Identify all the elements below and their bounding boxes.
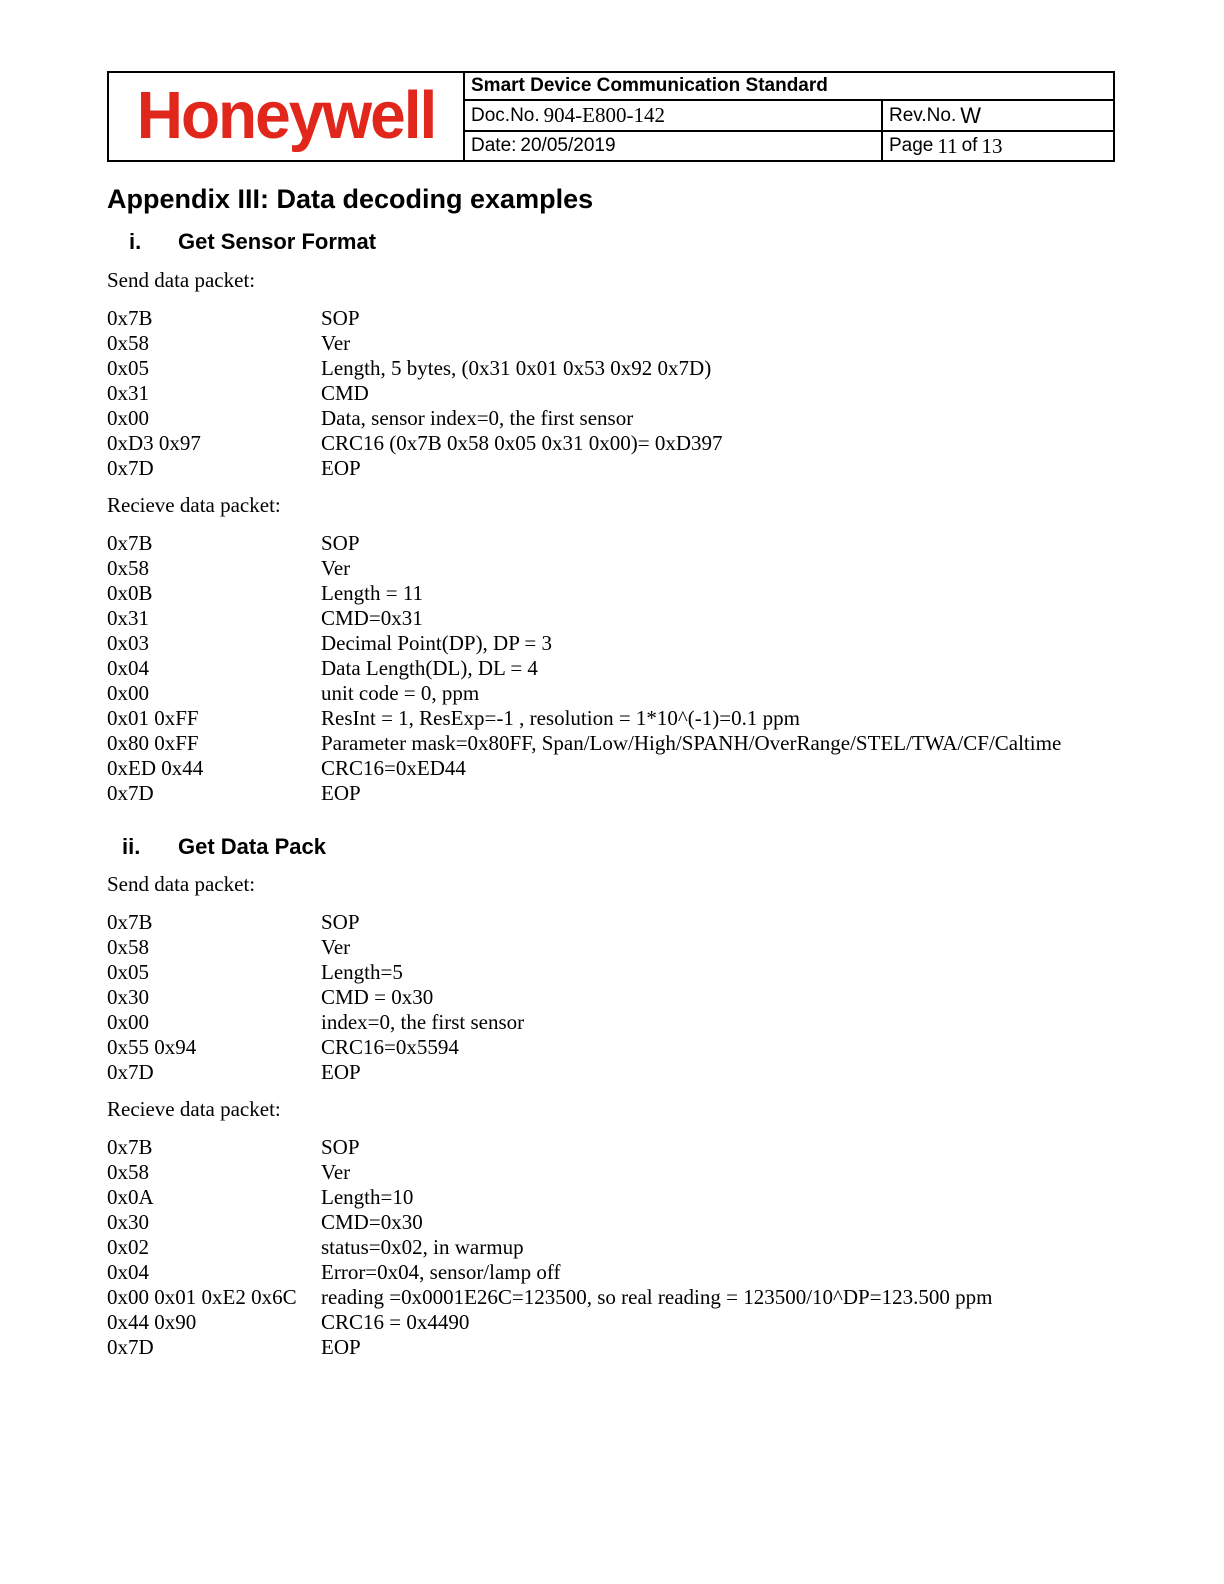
- packet-row: [107, 631, 1061, 656]
- packet-byte: 0x7B: [107, 306, 153, 330]
- doc-number: [465, 101, 883, 130]
- rev-number-label: Rev.No.: [889, 104, 957, 126]
- packet-description: status=0x02, in warmup: [321, 1235, 524, 1259]
- page-of: of: [961, 135, 978, 156]
- packet-row: [107, 356, 723, 381]
- packet-row: [107, 1285, 992, 1310]
- packet-row: [107, 731, 1061, 756]
- packet-byte: 0x7B: [107, 1135, 153, 1159]
- packet-byte: 0x30: [107, 1210, 149, 1234]
- rev-number: [883, 101, 1113, 130]
- packet-row: [107, 960, 524, 985]
- packet-description: EOP: [321, 1335, 361, 1359]
- packet-row: [107, 431, 723, 456]
- section1-recv-table: [107, 531, 1061, 806]
- packet-description: EOP: [321, 456, 361, 480]
- honeywell-logo: Honeywell: [136, 76, 436, 153]
- packet-row: [107, 331, 723, 356]
- packet-row: [107, 756, 1061, 781]
- packet-description: Length=5: [321, 960, 403, 984]
- packet-description: SOP: [321, 306, 360, 330]
- appendix-title: Appendix III: Data decoding examples: [107, 184, 594, 214]
- packet-description: CMD=0x30: [321, 1210, 423, 1234]
- document-header: [107, 71, 1115, 162]
- packet-row: [107, 1310, 992, 1335]
- section2-number: ii.: [122, 834, 141, 859]
- packet-row: [107, 606, 1061, 631]
- packet-row: [107, 1035, 524, 1060]
- packet-row: [107, 1185, 992, 1210]
- packet-byte: 0x04: [107, 1260, 149, 1284]
- packet-byte: 0x02: [107, 1235, 149, 1259]
- packet-row: [107, 935, 524, 960]
- section2-title: Get Data Pack: [178, 834, 326, 859]
- packet-row: [107, 1235, 992, 1260]
- packet-byte: 0x7D: [107, 456, 154, 480]
- packet-byte: 0x04: [107, 656, 149, 680]
- packet-byte: 0xED 0x44: [107, 756, 204, 780]
- packet-row: [107, 556, 1061, 581]
- packet-row: [107, 1010, 524, 1035]
- header-date-row: [465, 132, 1113, 160]
- packet-byte: 0x31: [107, 606, 149, 630]
- packet-byte: 0x0A: [107, 1185, 154, 1209]
- packet-byte: 0xD3 0x97: [107, 431, 201, 455]
- packet-row: [107, 781, 1061, 806]
- packet-row: [107, 1260, 992, 1285]
- section2-send-label: Send data packet:: [107, 872, 256, 896]
- packet-row: [107, 910, 524, 935]
- packet-description: ResInt = 1, ResExp=-1 , resolution = 1*10^(-1)=0.1 ppm: [321, 706, 800, 730]
- packet-description: CMD=0x31: [321, 606, 423, 630]
- packet-byte: 0x03: [107, 631, 149, 655]
- date-label: Date:: [471, 135, 517, 156]
- packet-byte: 0x00: [107, 681, 149, 705]
- packet-description: Parameter mask=0x80FF, Span/Low/High/SPANH/OverRange/STEL/TWA/CF/Caltime: [321, 731, 1062, 755]
- packet-description: Data, sensor index=0, the first sensor: [321, 406, 634, 430]
- packet-description: CMD: [321, 381, 369, 405]
- packet-description: EOP: [321, 1060, 361, 1084]
- packet-description: Ver: [321, 331, 351, 355]
- packet-byte: 0x7B: [107, 910, 153, 934]
- packet-description: CRC16 (0x7B 0x58 0x05 0x31 0x00)= 0xD397: [321, 431, 723, 455]
- packet-description: Data Length(DL), DL = 4: [321, 656, 538, 680]
- packet-byte: 0x05: [107, 356, 149, 380]
- doc-number-value: 904-E800-142: [543, 103, 665, 127]
- packet-row: [107, 681, 1061, 706]
- packet-byte: 0x05: [107, 960, 149, 984]
- doc-date: [465, 132, 883, 160]
- packet-description: Ver: [321, 556, 351, 580]
- packet-description: CRC16=0xED44: [321, 756, 466, 780]
- page-label: Page: [889, 135, 934, 156]
- packet-byte: 0x7B: [107, 531, 153, 555]
- packet-row: [107, 1210, 992, 1235]
- packet-byte: 0x7D: [107, 781, 154, 805]
- packet-byte: 0x7D: [107, 1060, 154, 1084]
- packet-byte: 0x80 0xFF: [107, 731, 199, 755]
- section2-send-table: [107, 910, 524, 1085]
- page-value: 11: [937, 133, 958, 158]
- packet-description: Error=0x04, sensor/lamp off: [321, 1260, 561, 1284]
- packet-description: reading =0x0001E26C=123500, so real reading = 123500/10^DP=123.500 ppm: [321, 1285, 993, 1309]
- packet-row: [107, 1060, 524, 1085]
- packet-description: Ver: [321, 935, 351, 959]
- page-number: [883, 132, 1113, 160]
- packet-byte: 0x30: [107, 985, 149, 1009]
- header-title-row: [465, 73, 1113, 101]
- packet-description: CRC16=0x5594: [321, 1035, 459, 1059]
- packet-description: index=0, the first sensor: [321, 1010, 525, 1034]
- packet-row: [107, 406, 723, 431]
- packet-byte: 0x0B: [107, 581, 153, 605]
- page-total: 13: [981, 133, 1003, 158]
- packet-row: [107, 306, 723, 331]
- packet-description: unit code = 0, ppm: [321, 681, 480, 705]
- packet-description: Length=10: [321, 1185, 414, 1209]
- packet-description: EOP: [321, 781, 361, 805]
- packet-description: SOP: [321, 1135, 360, 1159]
- packet-row: [107, 1160, 992, 1185]
- section2-recv-label: Recieve data packet:: [107, 1097, 281, 1121]
- section2-recv-table: [107, 1135, 992, 1360]
- doc-number-label: Doc.No.: [471, 104, 540, 126]
- packet-description: SOP: [321, 531, 360, 555]
- packet-row: [107, 1335, 992, 1360]
- section1-send-table: [107, 306, 723, 481]
- rev-number-value: W: [960, 102, 981, 128]
- packet-description: SOP: [321, 910, 360, 934]
- packet-description: CMD = 0x30: [321, 985, 434, 1009]
- packet-byte: 0x58: [107, 935, 149, 959]
- packet-description: Decimal Point(DP), DP = 3: [321, 631, 552, 655]
- logo-cell: [109, 73, 465, 160]
- packet-byte: 0x31: [107, 381, 149, 405]
- packet-row: [107, 706, 1061, 731]
- packet-row: [107, 581, 1061, 606]
- packet-byte: 0x00 0x01 0xE2 0x6C: [107, 1285, 297, 1309]
- packet-byte: 0x58: [107, 331, 149, 355]
- packet-description: CRC16 = 0x4490: [321, 1310, 470, 1334]
- packet-description: Length = 11: [321, 581, 424, 605]
- packet-byte: 0x55 0x94: [107, 1035, 197, 1059]
- date-value: 20/05/2019: [520, 135, 616, 156]
- packet-byte: 0x01 0xFF: [107, 706, 199, 730]
- section1-title: Get Sensor Format: [178, 229, 377, 254]
- packet-byte: 0x00: [107, 1010, 149, 1034]
- section1-recv-label: Recieve data packet:: [107, 493, 281, 517]
- packet-row: [107, 1135, 992, 1160]
- section1-number: i.: [129, 229, 142, 254]
- packet-description: Ver: [321, 1160, 351, 1184]
- document-title: Smart Device Communication Standard: [471, 75, 828, 96]
- packet-row: [107, 531, 1061, 556]
- packet-description: Length, 5 bytes, (0x31 0x01 0x53 0x92 0x7D): [321, 356, 712, 380]
- packet-row: [107, 381, 723, 406]
- packet-row: [107, 456, 723, 481]
- section1-send-label: Send data packet:: [107, 268, 256, 292]
- packet-byte: 0x7D: [107, 1335, 154, 1359]
- packet-byte: 0x58: [107, 1160, 149, 1184]
- packet-byte: 0x58: [107, 556, 149, 580]
- packet-row: [107, 656, 1061, 681]
- header-doc-row: [465, 101, 1113, 132]
- header-info: [465, 73, 1113, 160]
- packet-byte: 0x00: [107, 406, 149, 430]
- packet-row: [107, 985, 524, 1010]
- packet-byte: 0x44 0x90: [107, 1310, 197, 1334]
